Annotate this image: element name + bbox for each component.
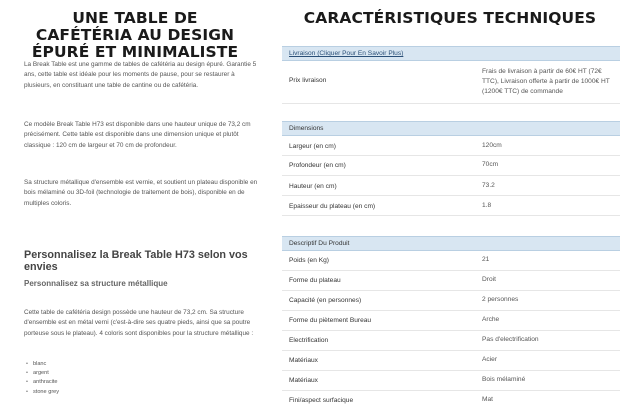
description-paragraph-1: La Break Table est une gamme de tables de cafétéria au design épuré. Garantie 5 ans, cette table est idéale pour les moments de pause, pour se restaurer à plusieurs, en constituant une table de cantine ou de cafétéria.	[24, 61, 257, 89]
table-row	[282, 136, 620, 156]
table-row	[282, 156, 620, 176]
table-row	[282, 176, 620, 196]
table-row	[282, 371, 620, 391]
spec-label: Prix livraison	[289, 77, 327, 84]
spec-value: Arche	[482, 316, 500, 323]
description-paragraph-2: Ce modèle Break Table H73 est disponible dans une hauteur unique de 73,2 cm précisément. Cette table est disponible dans une dimension unique et plutôt classique : 120 cm de largeur et 70 cm de profondeur.	[24, 121, 251, 149]
dimensions-header: Dimensions	[282, 121, 620, 136]
spec-label: Capacité (en personnes)	[289, 297, 362, 304]
spec-value: Bois mélaminé	[482, 376, 526, 383]
spec-label: Electrification	[289, 337, 329, 344]
spec-value: Pas d'electrification	[482, 336, 539, 343]
specs-title: CARACTÉRISTIQUES TECHNIQUES	[303, 9, 597, 27]
spec-section-product	[282, 236, 620, 410]
spec-label: Epaisseur du plateau (en cm)	[289, 203, 376, 210]
spec-section-delivery	[282, 46, 620, 104]
spec-value: Mat	[482, 396, 493, 403]
description-title: UNE TABLE DE CAFÉTÉRIA AU DESIGN ÉPURÉ ET MINIMALISTE	[31, 9, 239, 61]
description-paragraph-3: Sa structure métallique d'ensemble est vernie, et soutient un plateau disponible en bois mélaminé ou 3D-foil (technologie de traitement de bois), disponible en de multiples coloris.	[24, 179, 258, 207]
description-column	[0, 0, 272, 410]
table-row	[282, 61, 620, 104]
list-item: • anthracite	[26, 378, 59, 387]
spec-value: Droit	[482, 276, 496, 283]
table-row	[282, 391, 620, 410]
color-list	[26, 360, 59, 397]
spec-value: Frais de livraison à partir de 60€ HT (72€ TTC), Livraison offerte à partir de 1000€ HT (1200€ TTC) de commande	[482, 68, 610, 95]
table-row	[282, 291, 620, 311]
spec-label: Profondeur (en cm)	[289, 162, 346, 169]
table-row	[282, 271, 620, 291]
structure-paragraph: Cette table de cafétéria design possède une hauteur de 73,2 cm. Sa structure d'ensemble est en métal verni (c'est-à-dire ses quatre pieds, ainsi que sa poutre porteuse sous le plateau). 4 coloris sont disponibles pour la structure métallique :	[24, 309, 254, 337]
list-item: • argent	[26, 369, 59, 378]
spec-value: 73.2	[482, 182, 495, 189]
table-row	[282, 331, 620, 351]
spec-label: Forme du piètement Bureau	[289, 317, 372, 324]
spec-label: Hauteur (en cm)	[289, 183, 337, 190]
list-item: • stone grey	[26, 388, 59, 397]
spec-value: 2 personnes	[482, 296, 519, 303]
list-item: • blanc	[26, 360, 59, 369]
table-row	[282, 351, 620, 371]
spec-label: Largeur (en cm)	[289, 143, 336, 150]
customize-title: Personnalisez la Break Table H73 selon vos envies	[24, 249, 248, 273]
spec-label: Matériaux	[289, 377, 318, 384]
table-row	[282, 196, 620, 216]
spec-label: Forme du plateau	[289, 277, 341, 284]
spec-label: Matériaux	[289, 357, 318, 364]
table-row	[282, 311, 620, 331]
spec-value: 21	[482, 256, 490, 263]
table-row	[282, 251, 620, 271]
spec-value: Acier	[482, 356, 498, 363]
spec-value: 120cm	[482, 142, 502, 149]
spec-section-dimensions	[282, 121, 620, 216]
spec-label: Poids (en Kg)	[289, 257, 329, 264]
delivery-header-link[interactable]: Livraison (Cliquer Pour En Savoir Plus)	[282, 46, 620, 61]
customize-structure-subtitle: Personnalisez sa structure métallique	[24, 279, 168, 288]
spec-value: 1.8	[482, 202, 492, 209]
spec-value: 70cm	[482, 161, 499, 168]
specs-column	[282, 0, 638, 410]
spec-label: Fini/aspect surfacique	[289, 397, 354, 404]
product-header: Descriptif Du Produit	[282, 236, 620, 251]
